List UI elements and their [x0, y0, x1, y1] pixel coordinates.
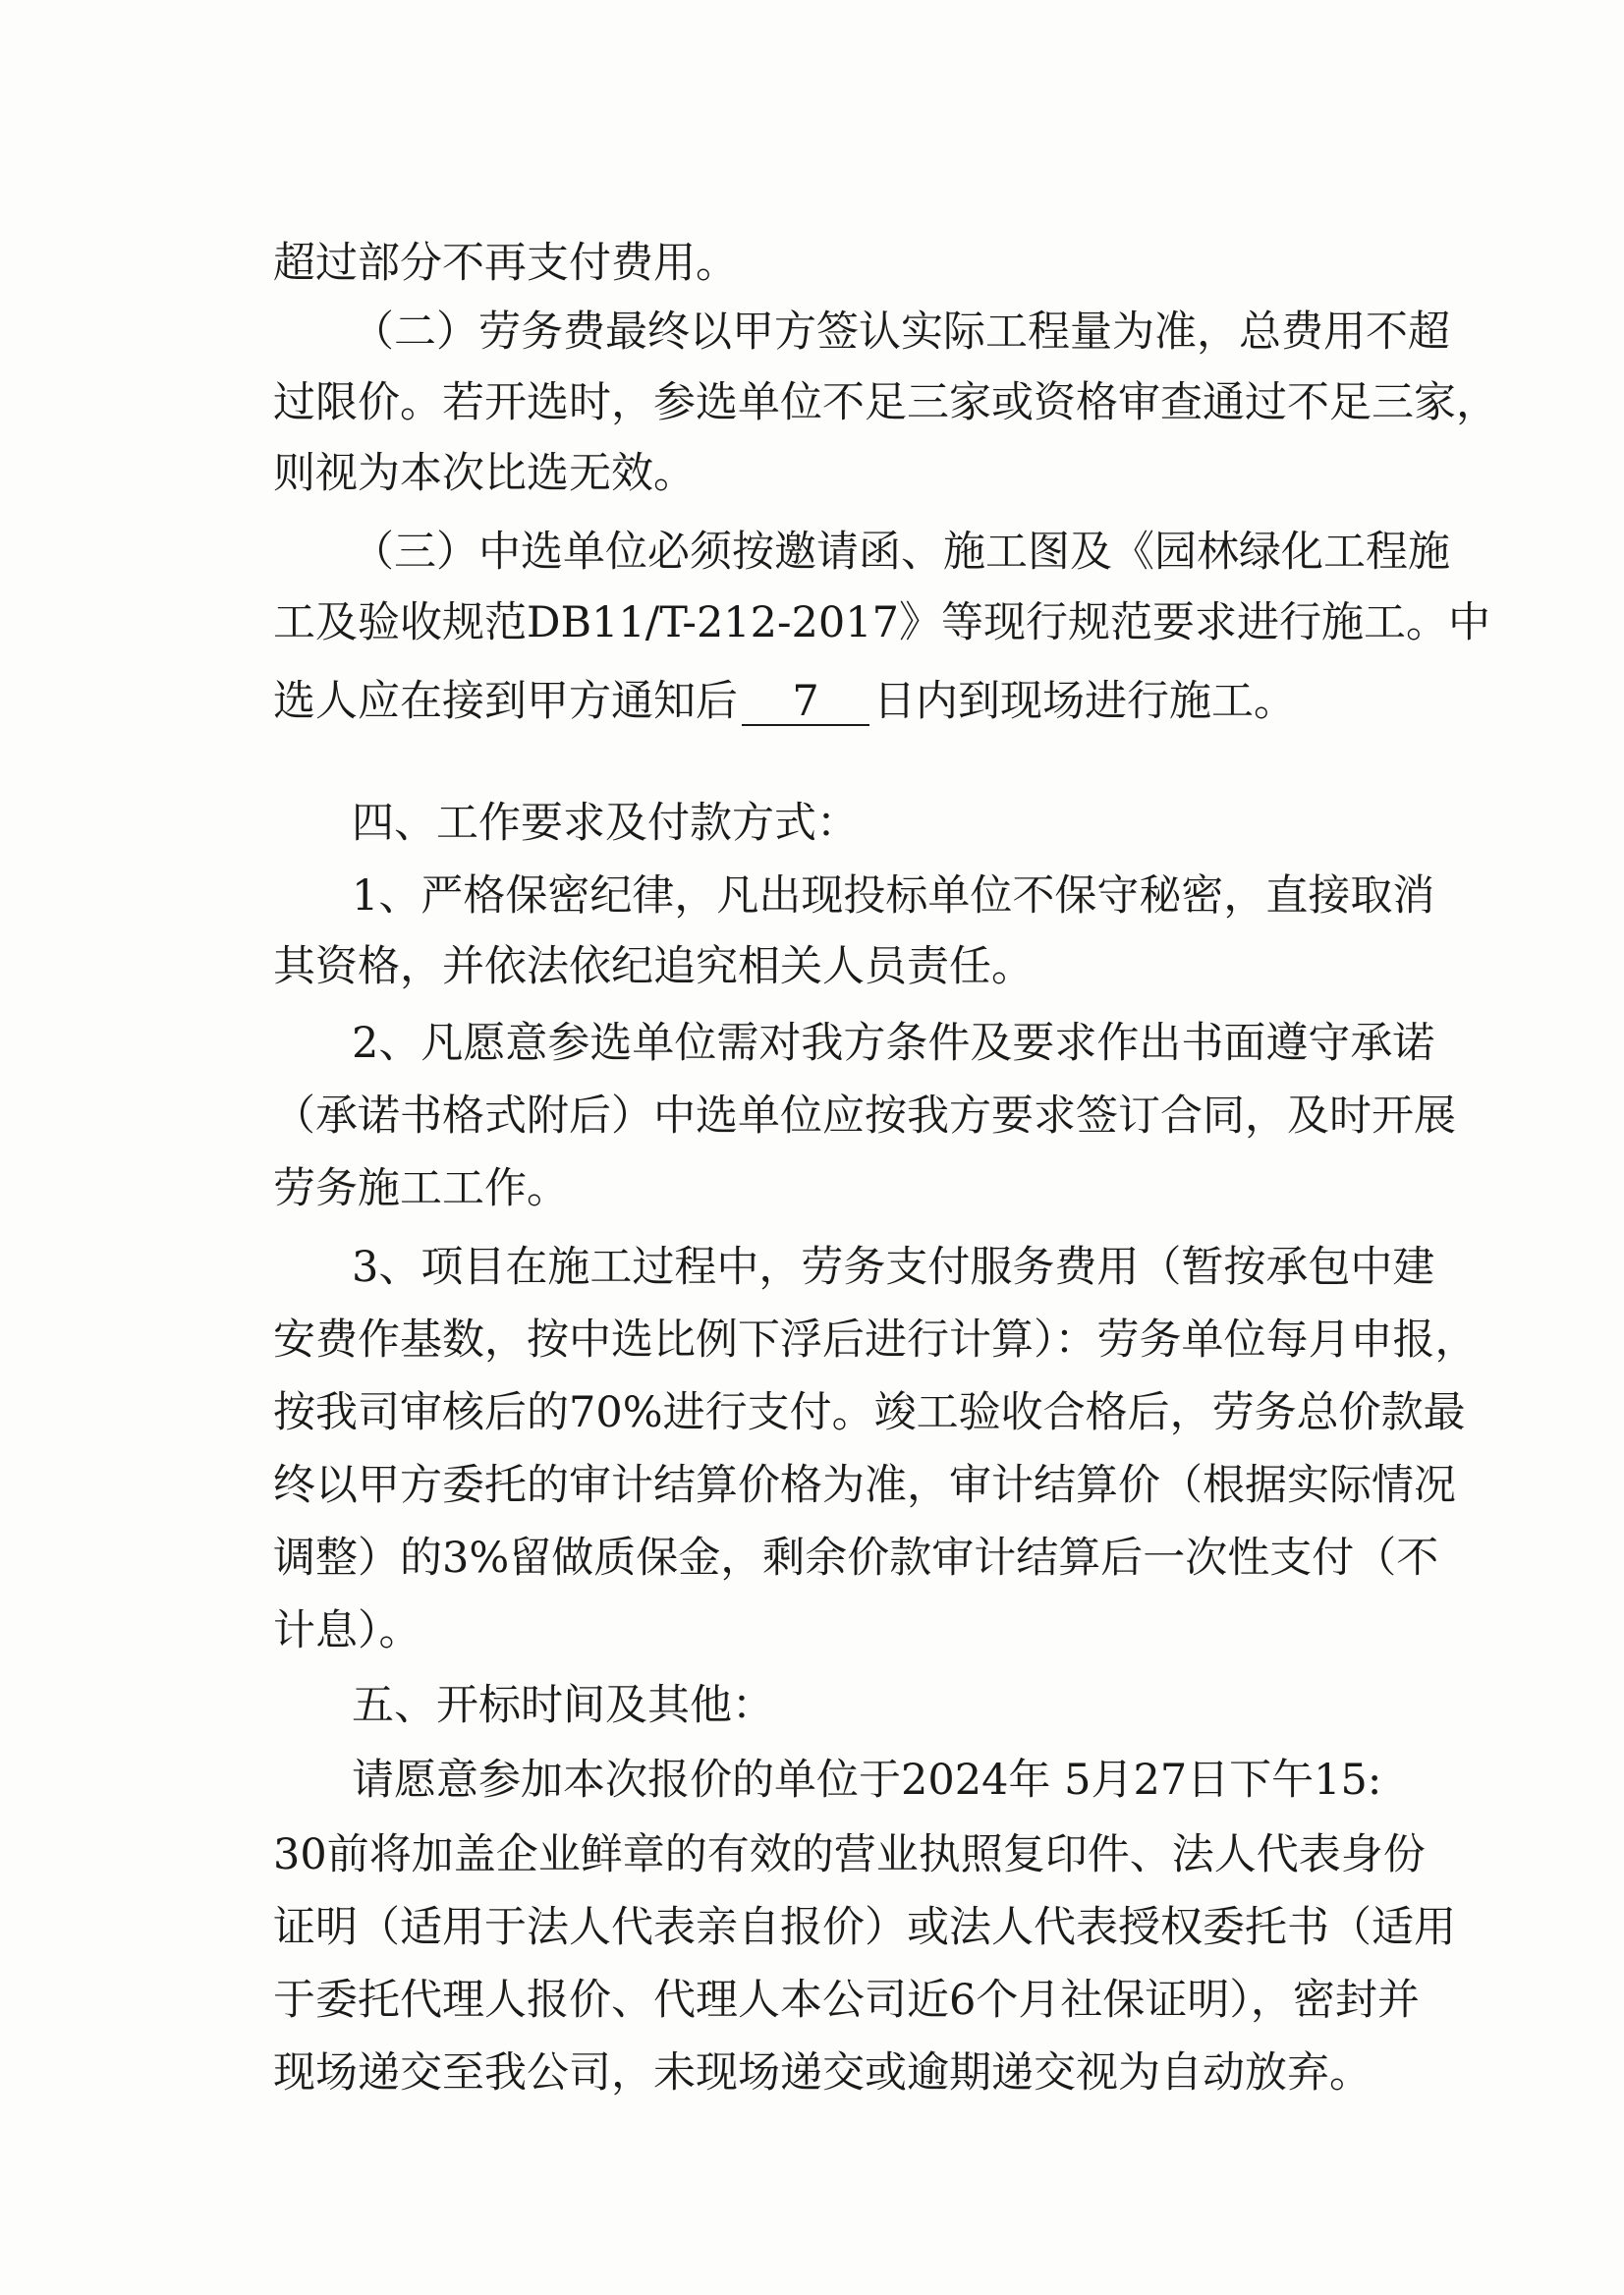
- paragraph-line: 3、项目在施工过程中，劳务支付服务费用（暂按承包中建: [352, 1243, 1435, 1292]
- paragraph-line: 劳务施工工作。: [273, 1164, 569, 1213]
- paragraph-line: 终以甲方委托的审计结算价格为准，审计结算价（根据实际情况: [273, 1461, 1456, 1510]
- paragraph-line: 请愿意参加本次报价的单位于2024年 5月27日下午15:: [352, 1756, 1382, 1805]
- paragraph-line: 工及验收规范DB11/T-212-2017》等现行规范要求进行施工。中: [273, 598, 1490, 647]
- paragraph-line: 于委托代理人报价、代理人本公司近6个月社保证明），密封并: [273, 1976, 1420, 2025]
- paragraph-line: 计息）。: [273, 1606, 421, 1655]
- paragraph-line: 超过部分不再支付费用。: [273, 239, 738, 288]
- paragraph-line: （三）中选单位必须按邀请函、施工图及《园林绿化工程施: [352, 528, 1450, 577]
- section-heading: 五、开标时间及其他：: [352, 1681, 774, 1730]
- paragraph-line: 30前将加盖企业鲜章的有效的营业执照复印件、法人代表身份: [273, 1830, 1426, 1879]
- paragraph-line: 调整）的3%留做质保金，剩余价款审计结算后一次性支付（不: [273, 1534, 1439, 1583]
- paragraph-line: 现场递交至我公司，未现场递交或逾期递交视为自动放弃。: [273, 2048, 1372, 2098]
- paragraph-line: 按我司审核后的70%进行支付。竣工验收合格后，劳务总价款最: [273, 1388, 1466, 1437]
- paragraph-line: 证明（适用于法人代表亲自报价）或法人代表授权委托书（适用: [273, 1903, 1456, 1952]
- paragraph-line: 过限价。若开选时，参选单位不足三家或资格审查通过不足三家，: [273, 378, 1498, 427]
- notice-days-value: 7: [742, 679, 869, 726]
- paragraph-line: （二）劳务费最终以甲方签认实际工程量为准，总费用不超: [352, 308, 1450, 357]
- paragraph-line: 2、凡愿意参选单位需对我方条件及要求作出书面遵守承诺: [352, 1019, 1435, 1068]
- paragraph-line: （承诺书格式附后）中选单位应按我方要求签订合同，及时开展: [273, 1092, 1456, 1141]
- paragraph-line: 安费作基数，按中选比例下浮后进行计算）：劳务单位每月申报，: [273, 1315, 1478, 1365]
- paragraph-line: 1、严格保密纪律，凡出现投标单位不保守秘密，直接取消: [352, 871, 1435, 921]
- notice-deadline-line: [273, 672, 1296, 731]
- section-heading: 四、工作要求及付款方式：: [352, 799, 859, 848]
- notice-before-text: 选人应在接到甲方通知后: [273, 677, 738, 726]
- notice-after-text: 日内到现场进行施工。: [873, 677, 1296, 726]
- paragraph-line: 则视为本次比选无效。: [273, 449, 696, 498]
- paragraph-line: 其资格，并依法依纪追究相关人员责任。: [273, 942, 1034, 991]
